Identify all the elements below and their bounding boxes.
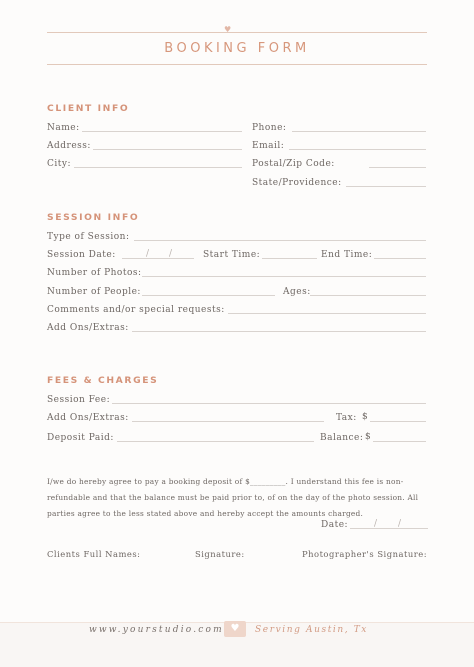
fees-heading: FEES & CHARGES <box>47 375 159 386</box>
date-separator: / <box>398 519 402 529</box>
session-info-heading: SESSION INFO <box>47 212 140 223</box>
heart-icon: ♥ <box>224 25 232 34</box>
deposit-field[interactable] <box>117 441 314 442</box>
balance-label: Balance: <box>320 433 364 443</box>
date-separator: / <box>146 249 150 259</box>
session-fee-label: Session Fee: <box>47 395 111 405</box>
state-label: State/Providence: <box>252 178 342 188</box>
fees-addons-label: Add Ons/Extras: <box>47 413 129 423</box>
balance-field[interactable] <box>373 441 426 442</box>
session-date-field[interactable] <box>122 258 194 259</box>
email-field[interactable] <box>289 149 426 150</box>
agreement-date-field[interactable] <box>350 528 428 529</box>
balance-currency: $ <box>365 432 372 442</box>
address-label: Address: <box>47 141 91 151</box>
client-info-heading: CLIENT INFO <box>47 103 130 114</box>
start-time-label: Start Time: <box>203 250 261 260</box>
name-label: Name: <box>47 123 80 133</box>
postal-label: Postal/Zip Code: <box>252 159 335 169</box>
photos-field[interactable] <box>142 276 426 277</box>
addons-field[interactable] <box>132 331 426 332</box>
address-field[interactable] <box>93 149 242 150</box>
footer-serving-text: Serving Austin, Tx <box>255 625 368 635</box>
ages-field[interactable] <box>310 295 426 296</box>
photos-label: Number of Photos: <box>47 268 142 278</box>
session-type-field[interactable] <box>134 240 426 241</box>
header-bottom-rule <box>47 64 427 65</box>
fees-addons-field[interactable] <box>132 421 324 422</box>
session-type-label: Type of Session: <box>47 232 130 242</box>
name-field[interactable] <box>82 131 242 132</box>
ages-label: Ages: <box>283 287 311 297</box>
session-date-label: Session Date: <box>47 250 116 260</box>
comments-field[interactable] <box>228 313 426 314</box>
addons-label: Add Ons/Extras: <box>47 323 129 333</box>
state-field[interactable] <box>346 186 426 187</box>
comments-label: Comments and/or special requests: <box>47 305 225 315</box>
phone-field[interactable] <box>292 131 426 132</box>
phone-label: Phone: <box>252 123 287 133</box>
agreement-date-label: Date: <box>321 520 349 530</box>
date-separator: / <box>374 519 378 529</box>
tax-currency: $ <box>362 412 369 422</box>
people-field[interactable] <box>142 295 275 296</box>
session-fee-field[interactable] <box>112 403 426 404</box>
end-time-label: End Time: <box>321 250 373 260</box>
email-label: Email: <box>252 141 285 151</box>
tax-field[interactable] <box>370 421 426 422</box>
date-separator: / <box>169 249 173 259</box>
agreement-text: I/we do hereby agree to pay a booking deposit of $_________. I understand this fee is non-refundable and that the balance must be paid prior to, of on the day of the photo session. All parties agree to the less stated above and hereby accept the amounts charged. <box>47 477 419 518</box>
people-label: Number of People: <box>47 287 141 297</box>
signature-label: Signature: <box>195 549 245 559</box>
city-label: City: <box>47 159 71 169</box>
header-top-rule <box>47 32 427 33</box>
city-field[interactable] <box>74 167 242 168</box>
footer-website-link[interactable]: www.yourstudio.com <box>89 625 224 635</box>
photographer-signature-label: Photographer's Signature: <box>302 549 428 559</box>
start-time-field[interactable] <box>262 258 317 259</box>
deposit-label: Deposit Paid: <box>47 433 114 443</box>
postal-field[interactable] <box>369 167 426 168</box>
end-time-field[interactable] <box>374 258 426 259</box>
clients-names-label: Clients Full Names: <box>47 549 141 559</box>
tax-label: Tax: <box>336 413 357 423</box>
page-title: BOOKING FORM <box>164 41 310 56</box>
heart-icon: ♥ <box>224 621 246 637</box>
